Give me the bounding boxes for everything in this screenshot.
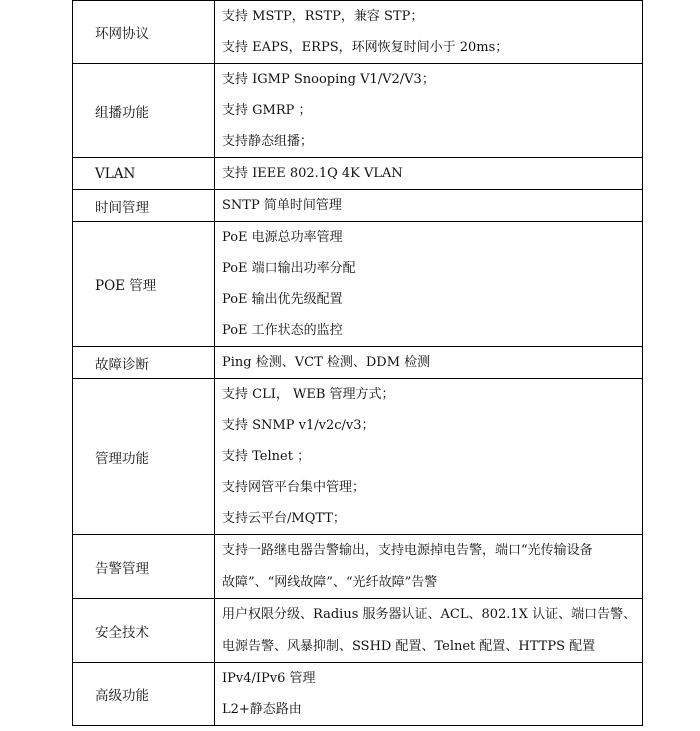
table-row: [73, 347, 643, 379]
feature-description: [215, 663, 643, 726]
description-line: 电源告警、风暴抑制、SSHD 配置、Telnet 配置、HTTPS 配置: [222, 638, 596, 654]
feature-description: [215, 347, 643, 379]
feature-description: [215, 222, 643, 347]
description-line: PoE 电源总功率管理: [222, 230, 343, 245]
description-line: 支持 IEEE 802.1Q 4K VLAN: [222, 166, 403, 181]
description-line: 支持 GMRP ；: [222, 103, 312, 118]
table-row: [73, 535, 643, 599]
description-line: PoE 端口输出功率分配: [222, 261, 356, 276]
feature-description: [215, 379, 643, 535]
table-row: [73, 599, 643, 663]
description-line: 支持一路继电器告警输出，支持电源掉电告警，端口“光传输设备: [222, 543, 593, 558]
feature-name: 环网协议: [73, 1, 215, 64]
description-line: 用户权限分级、Radius 服务器认证、ACL、802.1X 认证、端口告警、: [222, 607, 636, 622]
description-line: 支持 SNMP v1/v2c/v3；: [222, 418, 375, 433]
description-line: 支持 IGMP Snooping V1/V2/V3；: [222, 72, 435, 87]
description-line: 支持 CLI， WEB 管理方式；: [222, 387, 395, 402]
feature-name: 安全技术: [73, 599, 215, 663]
table-row: [73, 663, 643, 726]
description-line: L2+静态路由: [222, 702, 302, 717]
table-row: [73, 64, 643, 158]
feature-description: [215, 190, 643, 222]
feature-description: [215, 599, 643, 663]
feature-name: POE 管理: [73, 222, 215, 347]
feature-description: [215, 64, 643, 158]
description-line: Ping 检测、VCT 检测、DDM 检测: [222, 355, 431, 370]
description-line: PoE 输出优先级配置: [222, 292, 343, 307]
table-row: [73, 158, 643, 190]
table-row: [73, 222, 643, 347]
description-line: IPv4/IPv6 管理: [222, 671, 316, 686]
description-line: 支持 EAPS，ERPS，环网恢复时间小于 20ms；: [222, 40, 509, 55]
feature-name: 故障诊断: [73, 347, 215, 379]
description-line: 支持云平台/MQTT；: [222, 511, 346, 526]
description-line: 支持 MSTP，RSTP，兼容 STP；: [222, 9, 424, 24]
feature-description: [215, 158, 643, 190]
feature-name: 组播功能: [73, 64, 215, 158]
description-line: 故障”、“网线故障”、“光纤故障”告警: [222, 574, 438, 590]
feature-name: 时间管理: [73, 190, 215, 222]
feature-name: VLAN: [73, 158, 215, 190]
spec-table-body: [73, 1, 643, 726]
description-line: 支持 Telnet ；: [222, 449, 311, 464]
table-row: [73, 1, 643, 64]
description-line: PoE 工作状态的监控: [222, 323, 343, 338]
description-line: 支持网管平台集中管理；: [222, 480, 366, 495]
feature-description: [215, 1, 643, 64]
table-row: [73, 379, 643, 535]
feature-name: 高级功能: [73, 663, 215, 726]
table-row: [73, 190, 643, 222]
spec-table: [72, 0, 643, 726]
feature-name: 告警管理: [73, 535, 215, 599]
description-line: SNTP 简单时间管理: [222, 198, 342, 213]
feature-description: [215, 535, 643, 599]
description-line: 支持静态组播；: [222, 134, 314, 149]
feature-name: 管理功能: [73, 379, 215, 535]
